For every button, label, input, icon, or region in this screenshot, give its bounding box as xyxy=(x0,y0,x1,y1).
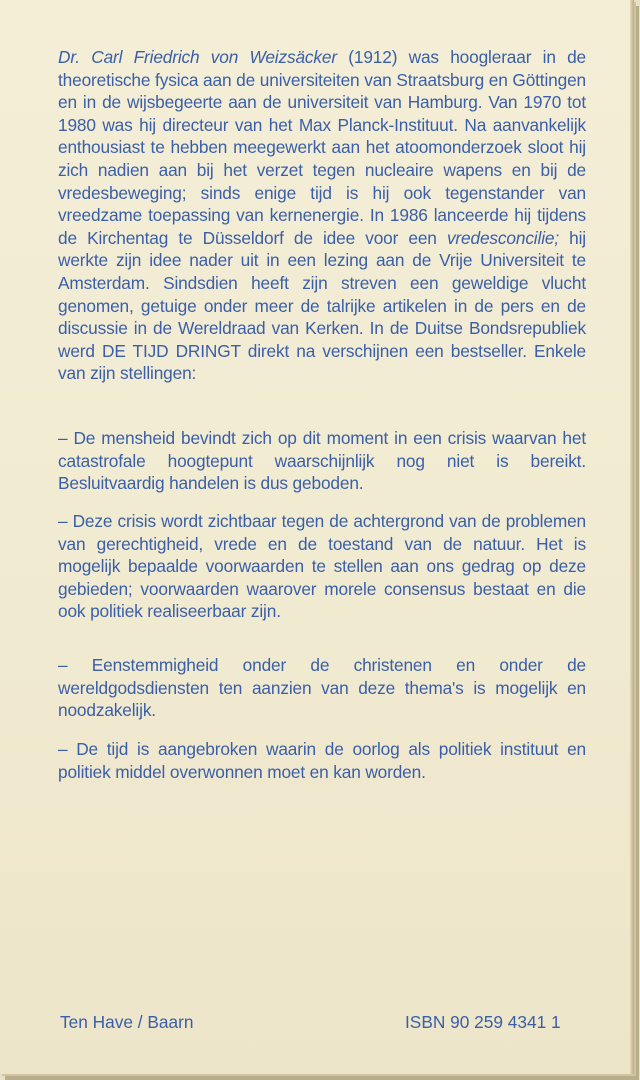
thesis-text: – Deze crisis wordt zichtbaar tegen de achtergrond van de problemen van gerechtigheid, vrede en de toestand van de natuur. Het is mogelijk bepaalde voorwaarden te stellen aan ons gedrag op deze gebieden; voorwaarden waarover morele consensus bestaat en die ook politiek realiseerbaar zijn. xyxy=(58,511,586,622)
thesis-text: – De tijd is aangebroken waarin de oorlog als politiek instituut en politiek middel overwonnen moet en kan worden. xyxy=(58,739,586,782)
intro-text-3: direkt na verschijnen een bestseller. Enkele van zijn stellingen: xyxy=(58,340,586,384)
isbn-number: ISBN 90 259 4341 1 xyxy=(405,1012,561,1032)
intro-paragraph xyxy=(58,46,586,385)
thesis-text: – Eenstemmigheid onder de christenen en onder de wereldgodsdiensten ten aanzien van deze thema's is mogelijk en noodzakelijk. xyxy=(58,655,586,721)
concilie-term: vredesconcilie; xyxy=(446,227,559,248)
book-title: DE TIJD DRINGT xyxy=(102,340,241,361)
thesis-4 xyxy=(58,738,586,783)
intro-text-2: hij werkte zijn idee nader uit in een lezing aan de Vrije Universiteit te Amsterdam. Sindsdien heeft zijn streven een geweldige vlucht genomen, getuige onder meer de talrijke artikelen in de pers en de discussie in de Wereldraad van Kerken. In de Duitse Bondsrepubliek werd xyxy=(58,227,586,361)
thesis-2 xyxy=(58,510,586,623)
thesis-1 xyxy=(58,427,586,495)
thesis-3 xyxy=(58,654,586,722)
publisher-imprint: Ten Have / Baarn xyxy=(60,1012,194,1032)
intro-text-1: (1912) was hoogleraar in de theoretische fysica aan de universiteiten van Straatsburg en Göttingen en in de wijsbegeerte aan de universiteit van Hamburg. Van 1970 tot 1980 was hij directeur van het Max Planck-Instituut. Na aanvankelijk enthousiast te hebben meegewerkt aan het atoomonderzoek sloot hij zich nadien aan bij het verzet tegen nucleaire wapens en bij de vredesbeweging; sinds enige tijd is hij ook tegenstander van vreedzame toepassing van kernenergie. In 1986 lanceerde hij tijdens de Kirchentag te Düsseldorf de idee voor een xyxy=(58,47,586,248)
blurb-intro xyxy=(58,46,586,385)
author-name: Dr. Carl Friedrich von Weizsäcker xyxy=(58,47,337,67)
thesis-text: – De mensheid bevindt zich op dit moment in een crisis waarvan het catastrofale hoogtepunt waarschijnlijk nog niet is bereikt. Besluitvaardig handelen is dus geboden. xyxy=(58,428,586,494)
